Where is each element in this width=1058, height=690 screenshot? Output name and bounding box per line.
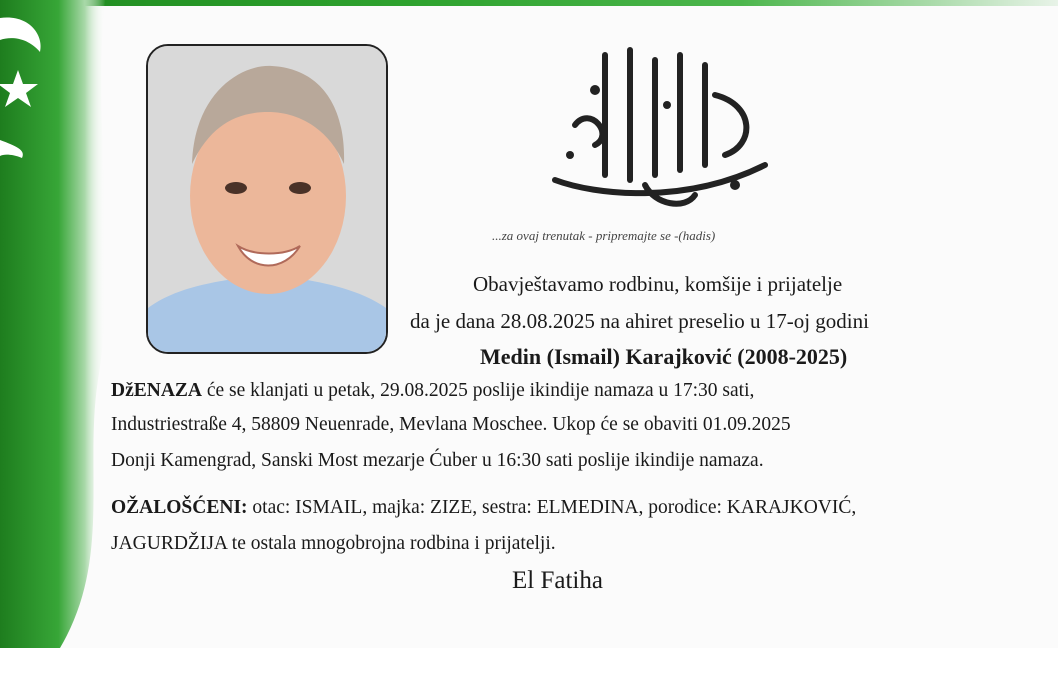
deceased-name: Medin (Ismail) Karajković (2008-2025) xyxy=(480,344,848,369)
mourners-text-1: otac: ISMAIL, majka: ZIZE, sestra: ELMEDINA, porodice: KARAJKOVIĆ, xyxy=(247,497,857,518)
dzenaza-line-3: Donji Kamengrad, Sanski Most mezarje Ćuber u 16:30 sati poslije ikindije namaza. xyxy=(111,450,764,471)
dzenaza-label: DžENAZA xyxy=(111,380,202,401)
hadith-caption: ...za ovaj trenutak - pripremajte se -(hadis) xyxy=(492,228,716,243)
announcement-line-1: Obavještavamo rodbinu, komšije i prijatelje xyxy=(473,272,843,296)
portrait-photo xyxy=(146,44,388,354)
bottom-margin xyxy=(0,648,1058,690)
mourners-line-2: JAGURDŽIJA te ostala mnogobrojna rodbina i prijatelji. xyxy=(111,533,556,554)
top-green-band xyxy=(0,0,1058,6)
green-flag-with-crescent-and-star xyxy=(0,0,120,648)
mourners-line-1 xyxy=(111,497,856,519)
dzenaza-line-1 xyxy=(111,380,754,402)
announcement-line-2: da je dana 28.08.2025 na ahiret preselio u 17-oj godini xyxy=(410,309,869,333)
arabic-calligraphy-image xyxy=(535,35,785,225)
dzenaza-line-2: Industriestraße 4, 58809 Neuenrade, Mevlana Moschee. Ukop će se obaviti 01.09.2025 xyxy=(111,414,791,435)
dzenaza-text-1: će se klanjati u petak, 29.08.2025 poslije ikindije namaza u 17:30 sati, xyxy=(202,380,755,401)
mourners-label: OŽALOŠĆENI: xyxy=(111,497,248,518)
closing-el-fatiha: El Fatiha xyxy=(512,567,603,594)
